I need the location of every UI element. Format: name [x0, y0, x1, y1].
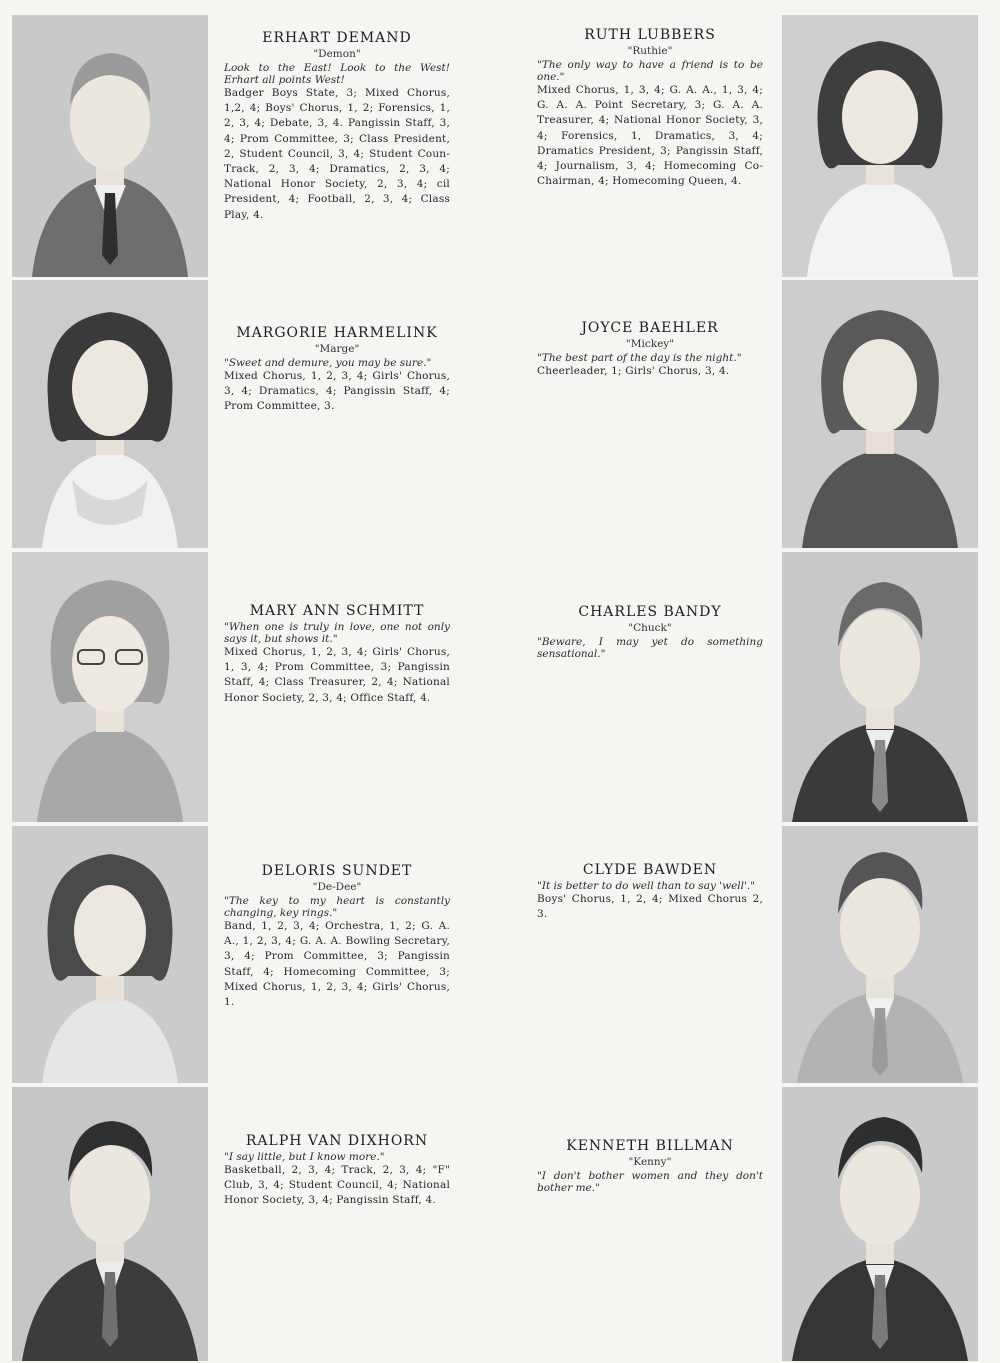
student-activities: Boys' Chorus, 1, 2, 4; Mixed Chorus 2, 3.: [537, 893, 763, 921]
portrait-photo: [12, 552, 208, 822]
student-name: CHARLES BANDY: [578, 604, 722, 620]
portrait-photo: [12, 15, 208, 277]
student-quote: "It is better to do well than to say 'well'.": [537, 880, 756, 892]
portrait-male-icon: [12, 15, 208, 277]
student-name: MARY ANN SCHMITT: [249, 603, 425, 619]
portrait-female-icon: [782, 15, 978, 277]
student-entry: [224, 1133, 450, 1209]
student-activities: Band, 1, 2, 3, 4; Orchestra, 1, 2; G. A. A., 1, 2, 3, 4; G. A. A. Bowling Secretary, 3, 4; Prom Committee, 3; Pangissin Staff, 4; Homecoming Committee, 3; Mixed Chorus, 1, 2, 3, 4; Girls' Chorus, 1.: [224, 920, 450, 1009]
student-name: JOYCE BAEHLER: [581, 320, 719, 336]
student-nickname: "Marge": [314, 343, 360, 355]
portrait-photo: [12, 1087, 208, 1361]
student-quote: "When one is truly in love, one not only says it, but shows it.": [224, 621, 450, 645]
student-quote: "The only way to have a friend is to be one.": [537, 59, 763, 83]
student-activities: Badger Boys State, 3; Mixed Chorus, 1,2, 4; Boys' Chorus, 1, 2; Forensics, 1, 2, 3, 4; Debate, 3, 4. Pangissin Staff, 3, 4; Prom Committee, 3; Class President, 2, Student Council, 3, 4; Student Coun- Track, 2, 3, 4; Dramatics, 2, 3, 4; National Honor Society, 2, 3, 4; cil President, 4; Football, 2, 3, 4; Class Play, 4.: [224, 87, 450, 221]
student-entry: [224, 30, 450, 223]
student-name: RALPH VAN DIXHORN: [245, 1133, 429, 1149]
portrait-photo: [782, 1087, 978, 1361]
student-activities: Mixed Chorus, 1, 3, 4; G. A. A., 1, 3, 4; G. A. A. Point Secretary, 3; G. A. A. Treasurer, 4; National Honor Society, 3, 4; Forensics, 1, Dramatics, 3, 4; Dramatics President, 3; Pangissin Staff, 4; Journalism, 3, 4; Homecoming Co-Chairman, 4; Homecoming Queen, 4.: [537, 84, 763, 188]
portrait-female-glasses-icon: [12, 552, 208, 822]
student-quote: "The best part of the day is the night.": [537, 352, 742, 364]
student-name: RUTH LUBBERS: [584, 27, 716, 43]
portrait-female-icon: [782, 280, 978, 548]
student-entry: [537, 862, 763, 922]
portrait-female-icon: [12, 280, 208, 548]
student-activities: Basketball, 2, 3, 4; Track, 2, 3, 4; "F" Club, 3, 4; Student Council, 4; National Honor Society, 3, 4; Pangissin Staff, 4.: [224, 1164, 450, 1207]
student-nickname: "De-Dee": [312, 881, 362, 893]
student-entry: [224, 603, 450, 706]
portrait-photo: [782, 552, 978, 822]
portrait-male-icon: [782, 826, 978, 1083]
student-quote: "Beware, I may yet do something sensational.": [537, 636, 763, 660]
portrait-male-icon: [782, 552, 978, 822]
student-nickname: "Demon": [313, 48, 361, 60]
student-name: ERHART DEMAND: [262, 30, 412, 46]
student-entry: [537, 27, 763, 189]
student-entry: [537, 604, 763, 660]
portrait-photo: [782, 15, 978, 277]
student-name: MARGORIE HARMELINK: [236, 325, 438, 341]
student-nickname: "Ruthie": [627, 45, 673, 57]
student-name: DELORIS SUNDET: [261, 863, 413, 879]
student-activities: Mixed Chorus, 1, 2, 3, 4; Girls' Chorus, 3, 4; Dramatics, 4; Pangissin Staff, 4; Prom Committee, 3.: [224, 370, 450, 413]
student-quote: "I say little, but I know more.": [224, 1151, 385, 1163]
portrait-photo: [782, 280, 978, 548]
student-entry: [537, 1138, 763, 1194]
portrait-photo: [12, 826, 208, 1083]
student-entry: [537, 320, 763, 379]
portrait-male-icon: [782, 1087, 978, 1361]
portrait-photo: [12, 280, 208, 548]
student-entry: [224, 325, 450, 415]
student-quote: Look to the East! Look to the West! Erhart all points West!: [224, 62, 450, 86]
student-entry: [224, 863, 450, 1010]
student-quote: "Sweet and demure, you may be sure.": [224, 357, 432, 369]
student-quote: "The key to my heart is constantly changing, key rings.": [224, 895, 450, 919]
student-name: KENNETH BILLMAN: [566, 1138, 734, 1154]
portrait-female-icon: [12, 826, 208, 1083]
student-quote: "I don't bother women and they don't bother me.": [537, 1170, 763, 1194]
student-nickname: "Mickey": [625, 338, 675, 350]
student-nickname: "Chuck": [628, 622, 672, 634]
student-nickname: "Kenny": [628, 1156, 672, 1168]
student-name: CLYDE BAWDEN: [582, 862, 718, 878]
student-activities: Cheerleader, 1; Girls' Chorus, 3, 4.: [537, 365, 730, 377]
portrait-photo: [782, 826, 978, 1083]
student-activities: Mixed Chorus, 1, 2, 3, 4; Girls' Chorus, 1, 3, 4; Prom Committee, 3; Pangissin Staff, 4; Class Treasurer, 2, 4; National Honor Society, 2, 3, 4; Office Staff, 4.: [224, 646, 450, 704]
portrait-male-icon: [12, 1087, 208, 1361]
